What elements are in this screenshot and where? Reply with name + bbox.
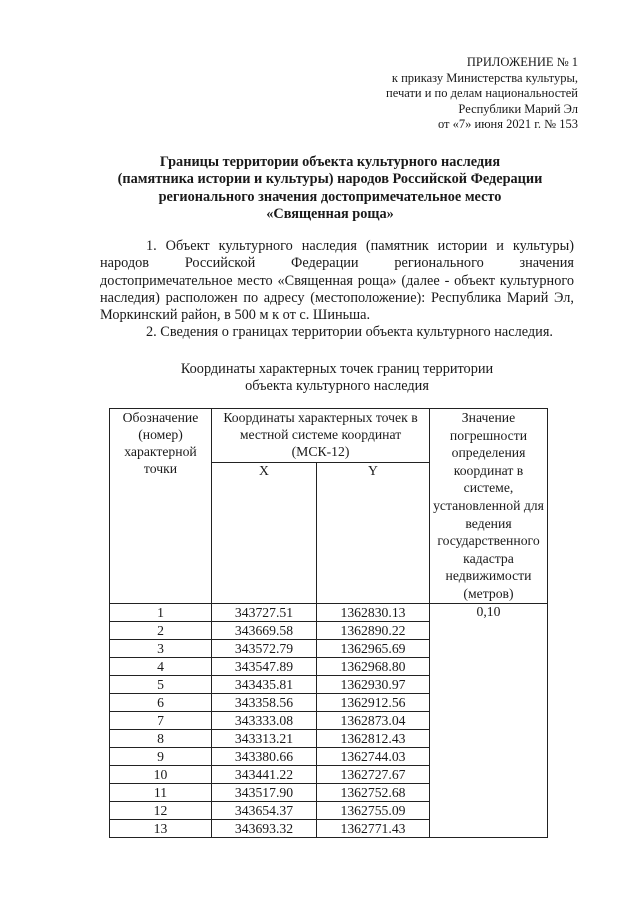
title-line: «Священная роща» xyxy=(266,205,394,222)
point-number-cell: 7 xyxy=(110,711,212,729)
point-number-cell: 12 xyxy=(110,801,212,819)
x-coordinate-cell: 343669.58 xyxy=(212,621,317,639)
point-number-cell: 9 xyxy=(110,747,212,765)
point-number-cell: 5 xyxy=(110,675,212,693)
paragraph-boundaries: 2. Сведения о границах территории объекта культурного наследия. xyxy=(146,324,553,341)
y-coordinate-cell: 1362965.69 xyxy=(317,639,430,657)
point-number-cell: 13 xyxy=(110,819,212,837)
x-coordinate-cell: 343441.22 xyxy=(212,765,317,783)
x-coordinate-cell: 343313.21 xyxy=(212,729,317,747)
x-coordinate-cell: 343693.32 xyxy=(212,819,317,837)
point-number-cell: 3 xyxy=(110,639,212,657)
x-coordinate-cell: 343380.66 xyxy=(212,747,317,765)
body-text xyxy=(100,238,574,342)
table-title-line: Координаты характерных точек границ территории xyxy=(180,361,494,377)
x-coordinate-cell: 343572.79 xyxy=(212,639,317,657)
y-coordinate-cell: 1362930.97 xyxy=(317,675,430,693)
appendix-line: ПРИЛОЖЕНИЕ № 1 xyxy=(466,55,578,69)
y-coordinate-cell: 1362890.22 xyxy=(317,621,430,639)
y-coordinate-cell: 1362771.43 xyxy=(317,819,430,837)
table-title-line: объекта культурного наследия xyxy=(245,378,429,395)
x-coordinate-cell: 343333.08 xyxy=(212,711,317,729)
title-line: регионального значения достопримечательное место xyxy=(158,188,502,205)
y-coordinate-cell: 1362755.09 xyxy=(317,801,430,819)
y-coordinate-cell: 1362968.80 xyxy=(317,657,430,675)
document-title xyxy=(80,154,580,223)
x-coordinate-cell: 343517.90 xyxy=(212,783,317,801)
y-coordinate-cell: 1362912.56 xyxy=(317,693,430,711)
y-coordinate-cell: 1362830.13 xyxy=(317,603,430,621)
title-line: (памятника истории и культуры) народов Российской Федерации xyxy=(117,171,543,188)
appendix-line: от «7» июня 2021 г. № 153 xyxy=(437,117,578,131)
x-coordinate-cell: 343727.51 xyxy=(212,603,317,621)
header-accuracy: Значение погрешности определения координат в системе, установленной для ведения государственного кадастра недвижимости (метров) xyxy=(430,409,548,604)
y-coordinate-cell: 1362752.68 xyxy=(317,783,430,801)
header-coordinates: Координаты характерных точек в местной системе координат (МСК-12) xyxy=(212,409,430,463)
y-coordinate-cell: 1362727.67 xyxy=(317,765,430,783)
x-coordinate-cell: 343358.56 xyxy=(212,693,317,711)
accuracy-value-cell: 0,10 xyxy=(430,603,548,837)
y-coordinate-cell: 1362873.04 xyxy=(317,711,430,729)
header-point-number: Обозначение (номер) характерной точки xyxy=(110,409,212,604)
x-coordinate-cell: 343435.81 xyxy=(212,675,317,693)
appendix-line: печати и по делам национальностей xyxy=(386,86,578,100)
header-y: Y xyxy=(317,462,430,603)
appendix-line: к приказу Министерства культуры, xyxy=(391,70,578,85)
y-coordinate-cell: 1362812.43 xyxy=(317,729,430,747)
appendix-block xyxy=(386,55,578,133)
appendix-line: Республики Марий Эл xyxy=(458,101,578,116)
point-number-cell: 11 xyxy=(110,783,212,801)
point-number-cell: 6 xyxy=(110,693,212,711)
point-number-cell: 10 xyxy=(110,765,212,783)
table-title xyxy=(100,361,574,396)
paragraph-object-location: 1. Объект культурного наследия (памятник истории и культуры) народов Российской Федерации регионального значения достопримечательное место «Священная роща» (далее - объект культурного наследия) расположен по адресу (местоположение): Республика Марий Эл, Моркинский район, в 500 м к от с. Шиньша. xyxy=(100,238,574,324)
header-x: X xyxy=(212,462,317,603)
point-number-cell: 1 xyxy=(110,603,212,621)
x-coordinate-cell: 343654.37 xyxy=(212,801,317,819)
point-number-cell: 4 xyxy=(110,657,212,675)
point-number-cell: 8 xyxy=(110,729,212,747)
x-coordinate-cell: 343547.89 xyxy=(212,657,317,675)
table-row xyxy=(110,603,548,621)
coordinates-table xyxy=(109,408,548,838)
y-coordinate-cell: 1362744.03 xyxy=(317,747,430,765)
point-number-cell: 2 xyxy=(110,621,212,639)
title-line: Границы территории объекта культурного наследия xyxy=(159,154,501,170)
